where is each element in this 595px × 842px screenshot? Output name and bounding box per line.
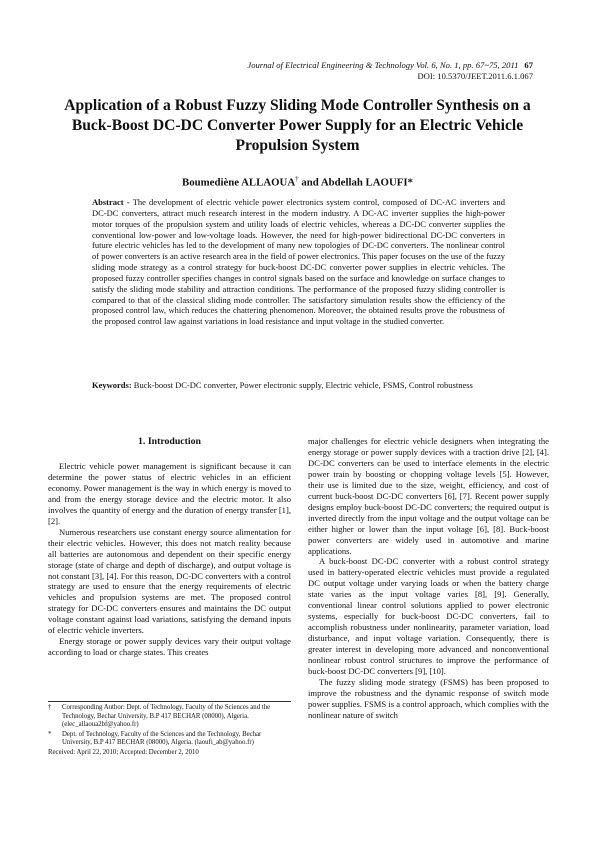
paragraph: Electric vehicle power management is significant because it can determine the power status of electric vehicles in an efficient economy. Power management is the way in which energy is moved to and from the energy storage device and the electric motor. It also involves the quantity of energy and the duration of energy transfer [1], [2]. xyxy=(48,461,291,526)
corresponding-author-mark: † xyxy=(295,175,299,183)
footnote-text: Corresponding Author: Dept. of Technology, Faculty of the Sciences and the Technology, Bechar University, B.P 417 BECHAR (08000), Algeria. (elec_allaoua2bf@yahoo.fr) xyxy=(62,704,271,728)
paragraph: A buck-boost DC-DC converter with a robust control strategy used in battery-operated electric vehicles must provide a regulated DC output voltage under varying loads or when the battery charge state varies as the input voltage varies [8], [9]. Generally, conventional linear control solutions applied to power electronic systems, especially for buck-boost DC-DC converters, fail to accomplish robustness under nonlinearity, parameter variation, load disturbance, and input voltage variation. Consequently, there is greater interest in developing more advanced and nonconventional nonlinear robust control structures to improve the performance of buck-boost DC-DC converters [9], [10]. xyxy=(308,556,549,677)
paragraph: Numerous researchers use constant energy source alimentation for their electric vehicles. However, this does not match reality because all batteries are autonomous and dependent on their specific energy storage (state of charge and depth of discharge), and output voltage is not constant [3], [4]. For this reason, DC-DC converters with a control strategy are used to ensure that the energy requirements of electric vehicles and propulsion systems are met. The proposed control strategy for DC-DC converters ensures and maintains the DC output voltage constant against load variations, satisfying the demand inputs of electric vehicle inverters. xyxy=(48,526,291,636)
footnote-divider xyxy=(48,701,291,702)
footnotes xyxy=(48,704,291,757)
keywords-text: Buck-boost DC-DC converter, Power electronic supply, Electric vehicle, FSMS, Control robustness xyxy=(133,380,473,390)
page-number: 67 xyxy=(524,60,533,70)
abstract xyxy=(92,197,505,327)
keywords-label: Keywords: xyxy=(92,380,134,390)
author-2: Abdellah LAOUFI* xyxy=(320,176,413,189)
running-header xyxy=(247,60,533,82)
abstract-label: Abstract - xyxy=(92,197,133,207)
author-line xyxy=(52,173,543,190)
abstract-text: The development of electric vehicle power electronics system control, composed of DC-AC inverters and DC-DC converters, attract much research interest in the modern industry. A DC-AC inverter supplies the high-power motor torques of the propulsion system and utility loads of electric vehicles, whereas a DC-DC converter supplies the conventional low-power and low-voltage loads. However, the need for high-power bidirectional DC-DC converters in future electric vehicles has led to the development of many new topologies of DC-DC converters. The nonlinear control of power converters is an active research area in the field of power electronics. This paper focuses on the use of the fuzzy sliding mode strategy as a control strategy for buck-boost DC-DC converter power supplies in electric vehicles. The proposed fuzzy controller specifies changes in control signals based on the surface and knowledge on surface changes to satisfy the sliding mode stability and attraction conditions. The performance of the proposed fuzzy sliding controller is compared to that of the classical sliding mode controller. The satisfactory simulation results show the efficiency of the proposed control law, which reduces the chattering phenomenon. Moreover, the obtained results prove the robustness of the proposed control law against variations in load resistance and input voltage in the studied converter. xyxy=(92,197,505,327)
left-column xyxy=(48,436,291,658)
keywords xyxy=(92,380,505,391)
journal-citation: Journal of Electrical Engineering & Technology Vol. 6, No. 1, pp. 67~75, 2011 xyxy=(247,60,519,70)
paragraph: major challenges for electric vehicle designers when integrating the energy storage or power supply devices with a traction drive [2], [4]. DC-DC converters can be used to interface elements in the electric power train by boosting or chopping voltage levels [5]. However, their use is limited due to the size, weight, efficiency, and cost of current buck-boost DC-DC converters [6], [7]. Recent power supply designs employ buck-boost DC-DC converters; the required output is inverted directly from the input voltage and the output voltage can be either higher or lower than the input voltage [6], [8]. Buck-boost power converters are widely used in automotive and marine applications. xyxy=(308,436,549,556)
paragraph: Energy storage or power supply devices vary their output voltage according to load or charge states. This creates xyxy=(48,636,291,658)
paper-title: Application of a Robust Fuzzy Sliding Mode Controller Synthesis on a Buck-Boost DC-DC Converter Power Supply for an Electric Vehicle Propulsion System xyxy=(64,97,531,154)
footnote xyxy=(48,731,291,748)
paragraph: The fuzzy sliding mode strategy (FSMS) has been proposed to improve the robustness and the dynamic response of switch mode power supplies. FSMS is a control approach, which complies with the nonlinear nature of switch xyxy=(308,676,549,720)
right-column xyxy=(308,436,549,721)
author-connector: and xyxy=(298,176,321,189)
footnote-mark: * xyxy=(48,730,52,738)
footnote-mark: † xyxy=(48,704,52,711)
footnote-text: Dept. of Technology, Faculty of the Sciences and the Technology, Bechar University, B.P 417 BECHAR (08000), Algeria. (laoufi_ab@yahoo.fr) xyxy=(62,730,262,746)
section-title: 1. Introduction xyxy=(138,436,201,447)
footnote xyxy=(48,704,291,730)
doi: DOI: 10.5370/JEET.2011.6.1.067 xyxy=(417,71,533,81)
journal-line xyxy=(247,60,533,71)
received-dates: Received: April 22, 2010; Accepted: December 2, 2010 xyxy=(48,748,199,756)
author-1: Boumediène ALLAOUA xyxy=(182,176,296,189)
